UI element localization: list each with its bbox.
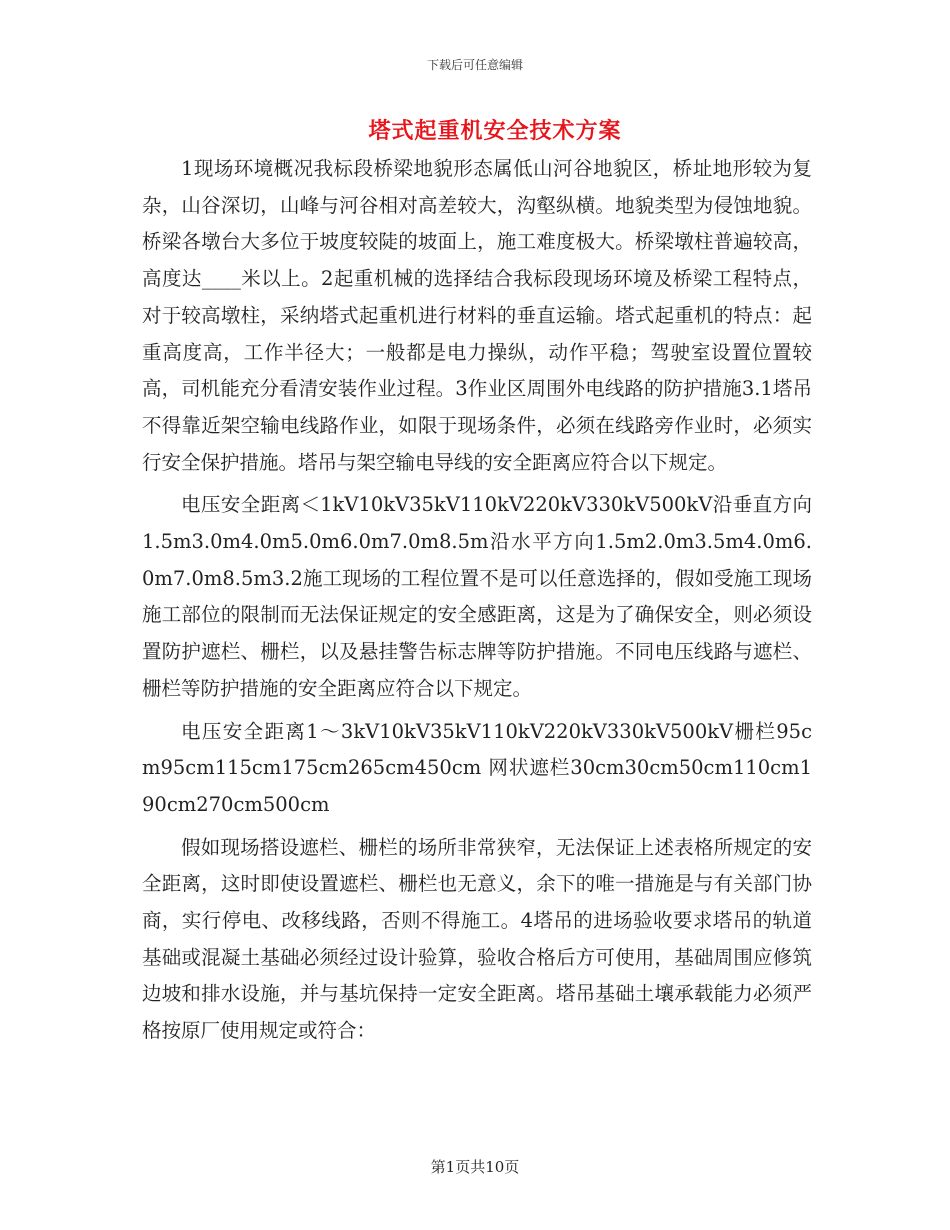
page-number: 第1页共10页	[430, 1158, 520, 1176]
document-body	[142, 151, 812, 1056]
header-note: 下载后可任意编辑	[426, 58, 523, 72]
document-title: 塔式起重机安全技术方案	[368, 118, 622, 144]
paragraph: 电压安全距离＜1kV10kV35kV110kV220kV330kV500kV沿垂直方向1.5m3.0m4.0m5.0m6.0m7.0m8.5m沿水平方向1.5m2.0m3.5m4.0m6.0m7.0m8.5m3.2施工现场的工程位置不是可以任意选择的，假如受施工现场施工部位的限制而无法保证规定的安全感距离，这是为了确保安全，则必须设置防护遮栏、栅栏，以及悬挂警告标志牌等防护措施。不同电压线路与遮栏、栅栏等防护措施的安全距离应符合以下规定。	[142, 493, 812, 700]
paragraph: 电压安全距离1～3kV10kV35kV110kV220kV330kV500kV栅栏95cm95cm115cm175cm265cm450cm 网状遮栏30cm30cm50cm110cm190cm270cm500cm	[142, 719, 812, 816]
paragraph: 1现场环境概况我标段桥梁地貌形态属低山河谷地貌区，桥址地形较为复杂，山谷深切，山峰与河谷相对高差较大，沟壑纵横。地貌类型为侵蚀地貌。桥梁各墩台大多位于坡度较陡的坡面上，施工难度极大。桥梁墩柱普遍较高，高度达____米以上。2起重机械的选择结合我标段现场环境及桥梁工程特点，对于较高墩柱，采纳塔式起重机进行材料的垂直运输。塔式起重机的特点：起重高度高，工作半径大；一般都是电力操纵，动作平稳；驾驶室设置位置较高，司机能充分看清安装作业过程。3作业区周围外电线路的防护措施3.1塔吊不得靠近架空输电线路作业，如限于现场条件，必须在线路旁作业时，必须实行安全保护措施。塔吊与架空输电导线的安全距离应符合以下规定。	[142, 157, 812, 474]
paragraph: 假如现场搭设遮栏、栅栏的场所非常狭窄，无法保证上述表格所规定的安全距离，这时即使设置遮栏、栅栏也无意义，余下的唯一措施是与有关部门协商，实行停电、改移线路，否则不得施工。4塔吊的进场验收要求塔吊的轨道基础或混凝土基础必须经过设计验算，验收合格后方可使用，基础周围应修筑边坡和排水设施，并与基坑保持一定安全距离。塔吊基础土壤承载能力必须严格按原厂使用规定或符合：	[142, 835, 812, 1043]
